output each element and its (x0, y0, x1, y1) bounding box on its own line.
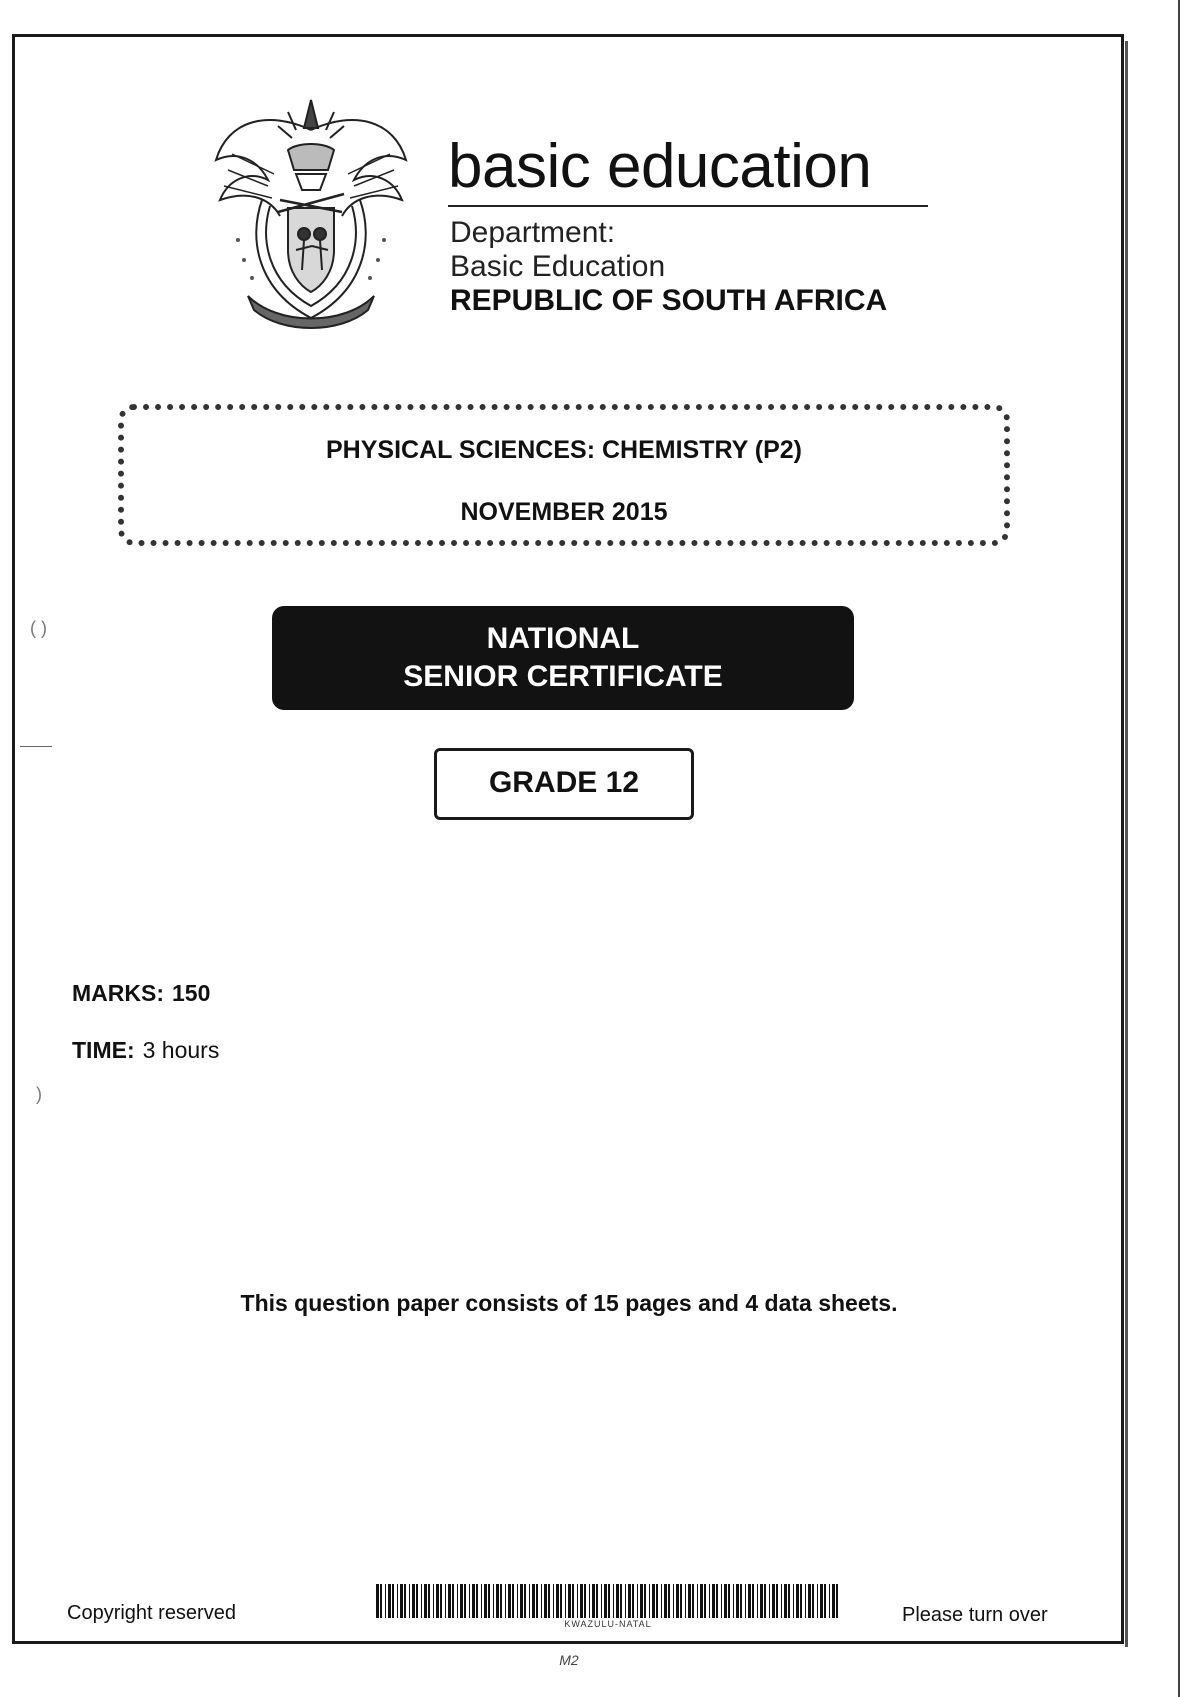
barcode-bar (832, 1584, 835, 1618)
scan-artifact-mark: ( ) (30, 618, 47, 638)
barcode-bar (508, 1584, 511, 1618)
certificate-line-1: NATIONAL (486, 622, 640, 655)
barcode-bar (577, 1584, 578, 1618)
time-value: 3 hours (142, 1037, 220, 1063)
barcode-bar (565, 1584, 566, 1618)
barcode-bar (716, 1584, 718, 1618)
barcode-bar (448, 1584, 451, 1618)
barcode-bar (704, 1584, 706, 1618)
barcode-bar (397, 1584, 398, 1618)
marks-row (72, 980, 210, 1007)
department-name: Basic Education (450, 250, 666, 283)
barcode-bar (808, 1584, 811, 1618)
time-row (72, 1037, 219, 1064)
barcode-bar (412, 1584, 415, 1618)
barcode-bar (656, 1584, 658, 1618)
barcode-bar (469, 1584, 470, 1618)
barcode-bar (760, 1584, 763, 1618)
barcode-bar (697, 1584, 698, 1618)
barcode-bar (512, 1584, 514, 1618)
barcode-bar (416, 1584, 418, 1618)
barcode-bar (613, 1584, 614, 1618)
barcode-bar (724, 1584, 727, 1618)
barcode-bar (589, 1584, 590, 1618)
barcode-bar (584, 1584, 586, 1618)
barcode-bar (553, 1584, 554, 1618)
barcode-bar (556, 1584, 559, 1618)
barcode-bar (388, 1584, 391, 1618)
barcode-bar (620, 1584, 622, 1618)
barcode-bar (428, 1584, 430, 1618)
barcode-bar (580, 1584, 583, 1618)
time-label: TIME: (72, 1037, 135, 1063)
barcode-bar (404, 1584, 406, 1618)
barcode-bar (685, 1584, 686, 1618)
barcode-bar (572, 1584, 574, 1618)
barcode-bar (640, 1584, 643, 1618)
paper-page-count-note: This question paper consists of 15 pages and 4 data sheets. (240, 1290, 898, 1316)
barcode-bar (385, 1584, 386, 1618)
barcode-bar (721, 1584, 722, 1618)
barcode-bar (601, 1584, 602, 1618)
barcode-bar (700, 1584, 703, 1618)
barcode-bar (712, 1584, 715, 1618)
barcode-bar (664, 1584, 667, 1618)
barcode-bar (781, 1584, 782, 1618)
barcode-bar (673, 1584, 674, 1618)
barcode-bar (484, 1584, 487, 1618)
grade-badge: GRADE 12 (434, 748, 694, 820)
barcode-caption: KWAZULU-NATAL (564, 1619, 652, 1629)
subject-box (118, 404, 1010, 546)
barcode-bar (637, 1584, 638, 1618)
barcode-bar (544, 1584, 547, 1618)
barcode-bar (776, 1584, 778, 1618)
barcode-bar (517, 1584, 518, 1618)
barcode-bar (520, 1584, 523, 1618)
barcode-bar (481, 1584, 482, 1618)
barcode-bar (592, 1584, 595, 1618)
barcode-bar (812, 1584, 814, 1618)
barcode-bar (772, 1584, 775, 1618)
barcode-bar (745, 1584, 746, 1618)
barcode-bar (625, 1584, 626, 1618)
page-code: M2 (559, 1652, 579, 1668)
barcode-bar (433, 1584, 434, 1618)
certificate-line-2: SENIOR CERTIFICATE (403, 660, 723, 693)
barcode-bar (800, 1584, 802, 1618)
barcode-bar (796, 1584, 799, 1618)
marks-label: MARKS: (72, 980, 164, 1006)
exam-date: NOVEMBER 2015 (460, 498, 668, 526)
copyright-notice: Copyright reserved (67, 1602, 236, 1624)
barcode-bar (820, 1584, 823, 1618)
barcode-bar (644, 1584, 646, 1618)
barcode-bar (829, 1584, 830, 1618)
barcode-bar (784, 1584, 787, 1618)
barcode-bar (476, 1584, 478, 1618)
barcode-bar (440, 1584, 442, 1618)
barcode-bar (524, 1584, 526, 1618)
barcode-bar (836, 1584, 838, 1618)
scan-edge-line (1178, 0, 1180, 1697)
barcode-bar (793, 1584, 794, 1618)
barcode-bar (472, 1584, 475, 1618)
barcode-bar (500, 1584, 502, 1618)
barcode-bar (457, 1584, 458, 1618)
barcode-bar (380, 1584, 382, 1618)
brand-underline (448, 205, 928, 207)
barcode-bar (488, 1584, 490, 1618)
barcode-bar (688, 1584, 691, 1618)
barcode-bar (824, 1584, 826, 1618)
barcode-bar (532, 1584, 535, 1618)
marks-value: 150 (172, 980, 211, 1006)
barcode-bar (805, 1584, 806, 1618)
scan-artifact-mark: ) (36, 1084, 42, 1104)
barcode-bar (649, 1584, 650, 1618)
country-name: REPUBLIC OF SOUTH AFRICA (450, 284, 888, 317)
barcode-bar (536, 1584, 538, 1618)
barcode-bar (496, 1584, 499, 1618)
barcode-bar (817, 1584, 818, 1618)
barcode-bar (616, 1584, 619, 1618)
barcode-bar (788, 1584, 790, 1618)
barcode-bar (652, 1584, 655, 1618)
barcode-bar (505, 1584, 506, 1618)
barcode-bar (392, 1584, 394, 1618)
barcode-bar (709, 1584, 710, 1618)
barcode-bar (436, 1584, 439, 1618)
barcode-bar (560, 1584, 562, 1618)
barcode-bar (604, 1584, 607, 1618)
barcode-bar (541, 1584, 542, 1618)
subject-title: PHYSICAL SCIENCES: CHEMISTRY (P2) (325, 436, 802, 464)
barcode-bar (596, 1584, 598, 1618)
barcode-bar (733, 1584, 734, 1618)
barcode-bar (493, 1584, 494, 1618)
barcode-bar (632, 1584, 634, 1618)
barcode-bar (680, 1584, 682, 1618)
barcode-bar (748, 1584, 751, 1618)
barcode-bar (728, 1584, 730, 1618)
barcode-bar (409, 1584, 410, 1618)
barcode-bar (460, 1584, 463, 1618)
department-label: Department: (450, 216, 616, 249)
barcode (376, 1584, 840, 1618)
barcode-bar (445, 1584, 446, 1618)
coat-of-arms-emblem (208, 90, 414, 330)
barcode-bar (529, 1584, 530, 1618)
barcode-bar (376, 1584, 379, 1618)
barcode-bar (676, 1584, 679, 1618)
barcode-bar (769, 1584, 770, 1618)
barcode-bar (400, 1584, 403, 1618)
barcode-bar (661, 1584, 662, 1618)
barcode-bar (452, 1584, 454, 1618)
barcode-bar (568, 1584, 571, 1618)
barcode-bar (608, 1584, 610, 1618)
barcode-bar (740, 1584, 742, 1618)
barcode-bar (764, 1584, 766, 1618)
turn-over-notice: Please turn over (902, 1604, 1048, 1626)
barcode-bar (668, 1584, 670, 1618)
scan-artifact-line (20, 746, 52, 747)
barcode-bar (548, 1584, 550, 1618)
brand-title: basic education (448, 132, 872, 201)
barcode-bar (752, 1584, 754, 1618)
barcode-bar (464, 1584, 466, 1618)
barcode-bar (736, 1584, 739, 1618)
barcode-bar (421, 1584, 422, 1618)
barcode-bar (628, 1584, 631, 1618)
certificate-banner (272, 606, 854, 710)
barcode-bar (692, 1584, 694, 1618)
barcode-bar (424, 1584, 427, 1618)
barcode-bar (757, 1584, 758, 1618)
